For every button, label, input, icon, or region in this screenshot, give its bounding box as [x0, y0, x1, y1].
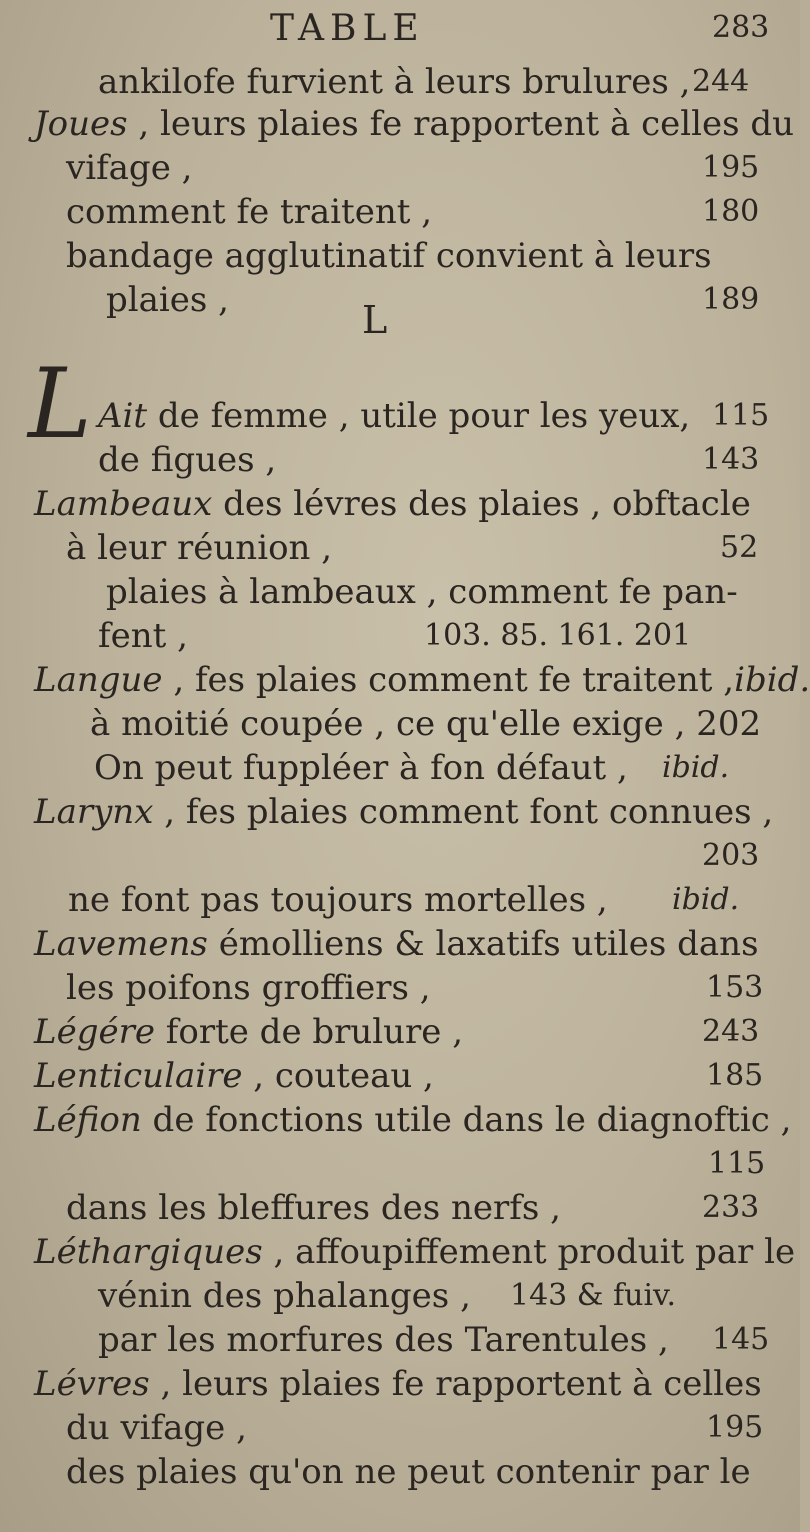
index-entry: Lambeaux des lévres des plaies , obftacle [34, 484, 751, 524]
page-ref: 115 [708, 1146, 766, 1181]
page-ref: ibid. [672, 882, 740, 917]
index-entry: Léfion de fonctions utile dans le diagnoftic , [34, 1100, 792, 1140]
index-entry: à leur réunion , [66, 528, 333, 568]
entry-head: Larynx [34, 792, 154, 832]
entry-head: Lavemens [34, 924, 208, 964]
index-entry: fent , [98, 616, 188, 656]
page-ref: 233 [702, 1190, 760, 1225]
index-entry: Larynx , fes plaies comment font connues , [34, 792, 774, 832]
page-ref: 145 [712, 1322, 770, 1357]
entry-head: Langue [34, 660, 163, 700]
index-entry: les poifons groffiers , [66, 968, 431, 1008]
index-entry: plaies , [106, 280, 229, 320]
index-entry: Lévres , leurs plaies fe rapportent à celles [34, 1364, 762, 1404]
index-entry: Lenticulaire , couteau , [34, 1056, 434, 1096]
index-entry: Lavemens émolliens & laxatifs utiles dans [34, 924, 759, 964]
index-entry: dans les bleffures des nerfs , [66, 1188, 561, 1228]
page-ref: 180 [702, 194, 760, 229]
index-entry: On peut fuppléer à fon défaut , [94, 748, 628, 788]
page-ref: 195 [706, 1410, 764, 1445]
index-entry: vifage , [66, 148, 193, 188]
index-entry: vénin des phalanges , [98, 1276, 471, 1316]
page-number: 283 [712, 10, 770, 45]
entry-head: Ait [98, 396, 148, 436]
entry-head: Joues [34, 104, 128, 144]
index-entry: à moitié coupée , ce qu'elle exige , 202 [90, 704, 762, 744]
index-entry: ne font pas toujours mortelles , [68, 880, 608, 920]
page-ref: 153 [706, 970, 764, 1005]
page-ref: 195 [702, 150, 760, 185]
page-ref: 103. 85. 161. 201 [424, 618, 692, 653]
index-entry: Langue , fes plaies comment fe traitent ,ibid. [34, 660, 810, 700]
entry-head: Légére [34, 1012, 155, 1052]
index-entry: bandage agglutinatif convient à leurs [66, 236, 712, 276]
page-ref: 203 [702, 838, 760, 873]
index-entry: ankilofe furvient à leurs brulures , [98, 62, 691, 102]
running-title: TABLE [270, 8, 425, 49]
entry-head: Lambeaux [34, 484, 213, 524]
page-ref: 185 [706, 1058, 764, 1093]
drop-cap: L [28, 348, 92, 460]
index-entry: comment fe traitent , [66, 192, 433, 232]
index-entry: de figues , [98, 440, 277, 480]
index-entry: par les morfures des Tarentules , [98, 1320, 669, 1360]
page-header [0, 8, 800, 52]
page-ref: 115 [712, 398, 770, 433]
page-ref: 52 [720, 530, 759, 565]
page-ref: ibid. [734, 660, 810, 700]
page-ref: 244 [692, 64, 750, 99]
entry-head: Lévres [34, 1364, 150, 1404]
index-entry: plaies à lambeaux , comment fe pan- [106, 572, 738, 612]
index-entry: Joues , leurs plaies fe rapportent à celles du [34, 104, 795, 144]
index-entry: Léthargiques , affoupiffement produit par le [34, 1232, 796, 1272]
page-ref: 243 [702, 1014, 760, 1049]
page-ref: 143 [702, 442, 760, 477]
index-entry: des plaies qu'on ne peut contenir par le [66, 1452, 751, 1492]
index-entry: du vifage , [66, 1408, 247, 1448]
page-ref: ibid. [662, 750, 730, 785]
page-ref: 189 [702, 282, 760, 317]
index-entry: Légére forte de brulure , [34, 1012, 464, 1052]
page-ref: 143 & fuiv. [510, 1278, 676, 1313]
entry-head: Léfion [34, 1100, 142, 1140]
index-entry: Ait de femme , utile pour les yeux, [98, 396, 691, 436]
entry-head: Lenticulaire [34, 1056, 243, 1096]
section-letter: L [362, 298, 388, 342]
entry-head: Léthargiques [34, 1232, 263, 1272]
